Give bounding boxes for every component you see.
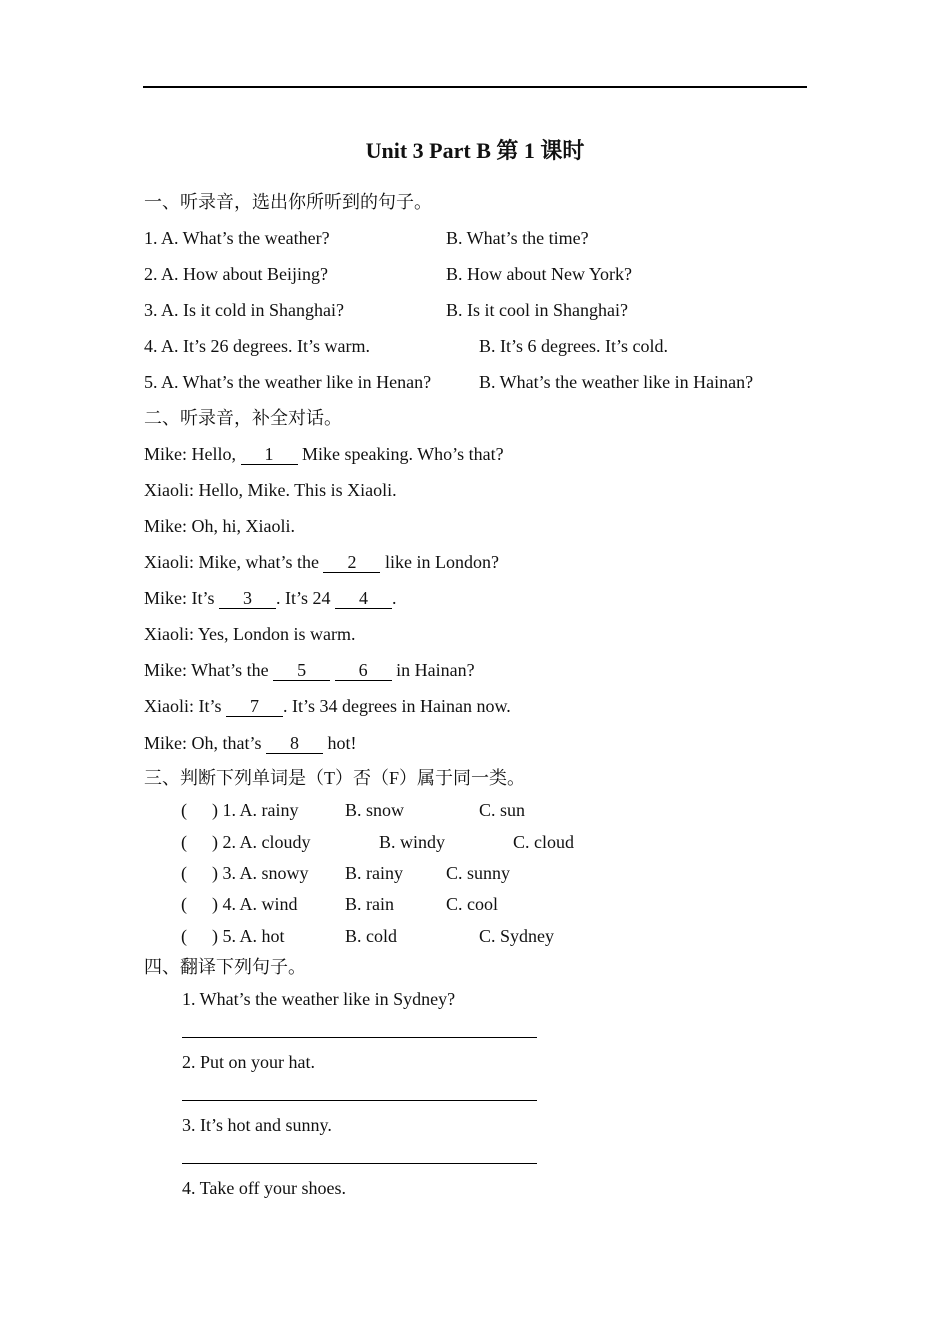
dialogue-text: in Hainan? bbox=[391, 660, 475, 680]
s3-item-5-option-c: C. Sydney bbox=[479, 926, 555, 946]
dialogue-line-8 bbox=[144, 694, 511, 718]
s1-item-5-option-a: 5. A. What’s the weather like in Henan? bbox=[144, 372, 432, 392]
s3-item-2-option-a: ) 2. A. cloudy bbox=[212, 832, 311, 852]
s3-item-1-option-c: C. sun bbox=[479, 800, 526, 820]
s1-item-5-option-b: B. What’s the weather like in Hainan? bbox=[479, 372, 754, 392]
s3-item-2-option-b: B. windy bbox=[379, 832, 446, 852]
s3-item-3-option-b: B. rainy bbox=[345, 863, 403, 883]
dialogue-line-5 bbox=[144, 586, 397, 610]
blank-6[interactable]: 6 bbox=[335, 660, 392, 681]
s3-item-3-paren[interactable]: ( bbox=[181, 863, 187, 883]
dialogue-text: Mike: What’s the bbox=[144, 660, 274, 680]
dialogue-text: . It’s 34 degrees in Hainan now. bbox=[283, 696, 511, 716]
s4-sentence-2: 2. Put on your hat. bbox=[182, 1052, 315, 1072]
section-3-heading: 三、判断下列单词是（T）否（F）属于同一类。 bbox=[144, 768, 526, 788]
s4-sentence-4: 4. Take off your shoes. bbox=[182, 1178, 347, 1198]
s1-item-1-option-b: B. What’s the time? bbox=[446, 228, 589, 248]
s3-item-4-option-c: C. cool bbox=[446, 894, 498, 914]
dialogue-text: Xiaoli: Mike, what’s the bbox=[144, 552, 324, 572]
s1-item-2-option-b: B. How about New York? bbox=[446, 264, 632, 284]
dialogue-text: Xiaoli: It’s bbox=[144, 696, 226, 716]
section-2-heading: 二、听录音，补全对话。 bbox=[144, 408, 342, 428]
s3-item-4-paren[interactable]: ( bbox=[181, 894, 187, 914]
s1-item-4-option-b: B. It’s 6 degrees. It’s cold. bbox=[479, 336, 668, 356]
s1-item-3-option-b: B. Is it cool in Shanghai? bbox=[446, 300, 628, 320]
s3-item-4-option-b: B. rain bbox=[345, 894, 394, 914]
dialogue-text: . bbox=[392, 588, 397, 608]
section-4-heading: 四、翻译下列句子。 bbox=[144, 957, 306, 977]
blank-3[interactable]: 3 bbox=[219, 588, 276, 609]
dialogue-text: . It’s 24 bbox=[276, 588, 336, 608]
s3-item-1-option-b: B. snow bbox=[345, 800, 405, 820]
blank-1[interactable]: 1 bbox=[241, 444, 298, 465]
page-title: Unit 3 Part B 第 1 课时 bbox=[365, 138, 585, 163]
s4-answer-line-3[interactable] bbox=[182, 1163, 537, 1164]
blank-4[interactable]: 4 bbox=[335, 588, 392, 609]
blank-2[interactable]: 2 bbox=[323, 552, 380, 573]
dialogue-text: like in London? bbox=[380, 552, 499, 572]
header-rule bbox=[143, 86, 807, 88]
s3-item-5-option-b: B. cold bbox=[345, 926, 397, 946]
s1-item-1-option-a: 1. A. What’s the weather? bbox=[144, 228, 330, 248]
dialogue-line-6: Xiaoli: Yes, London is warm. bbox=[144, 624, 356, 644]
s1-item-3-option-a: 3. A. Is it cold in Shanghai? bbox=[144, 300, 344, 320]
s1-item-4-option-a: 4. A. It’s 26 degrees. It’s warm. bbox=[144, 336, 370, 356]
blank-8[interactable]: 8 bbox=[266, 733, 323, 754]
blank-5[interactable]: 5 bbox=[273, 660, 330, 681]
dialogue-line-9 bbox=[144, 731, 357, 755]
dialogue-text: Mike: It’s bbox=[144, 588, 219, 608]
dialogue-line-1 bbox=[144, 442, 504, 466]
s4-sentence-1: 1. What’s the weather like in Sydney? bbox=[182, 989, 456, 1009]
dialogue-line-4 bbox=[144, 550, 499, 574]
dialogue-text: Mike: Hello, bbox=[144, 444, 241, 464]
s1-item-2-option-a: 2. A. How about Beijing? bbox=[144, 264, 328, 284]
blank-7[interactable]: 7 bbox=[226, 696, 283, 717]
s3-item-2-paren[interactable]: ( bbox=[181, 832, 187, 852]
dialogue-text: hot! bbox=[323, 733, 357, 753]
dialogue-line-7 bbox=[144, 658, 475, 682]
s3-item-1-paren[interactable]: ( bbox=[181, 800, 187, 820]
s3-item-5-option-a: ) 5. A. hot bbox=[212, 926, 285, 946]
dialogue-text: Mike: Oh, that’s bbox=[144, 733, 266, 753]
s3-item-4-option-a: ) 4. A. wind bbox=[212, 894, 298, 914]
s3-item-3-option-c: C. sunny bbox=[446, 863, 511, 883]
s3-item-2-option-c: C. cloud bbox=[513, 832, 574, 852]
s3-item-5-paren[interactable]: ( bbox=[181, 926, 187, 946]
dialogue-text: Mike speaking. Who’s that? bbox=[297, 444, 504, 464]
s3-item-1-option-a: ) 1. A. rainy bbox=[212, 800, 299, 820]
section-1-heading: 一、听录音，选出你所听到的句子。 bbox=[144, 192, 432, 212]
s3-item-3-option-a: ) 3. A. snowy bbox=[212, 863, 309, 883]
dialogue-line-3: Mike: Oh, hi, Xiaoli. bbox=[144, 516, 295, 536]
s4-answer-line-2[interactable] bbox=[182, 1100, 537, 1101]
s4-answer-line-1[interactable] bbox=[182, 1037, 537, 1038]
s4-sentence-3: 3. It’s hot and sunny. bbox=[182, 1115, 332, 1135]
dialogue-line-2: Xiaoli: Hello, Mike. This is Xiaoli. bbox=[144, 480, 397, 500]
